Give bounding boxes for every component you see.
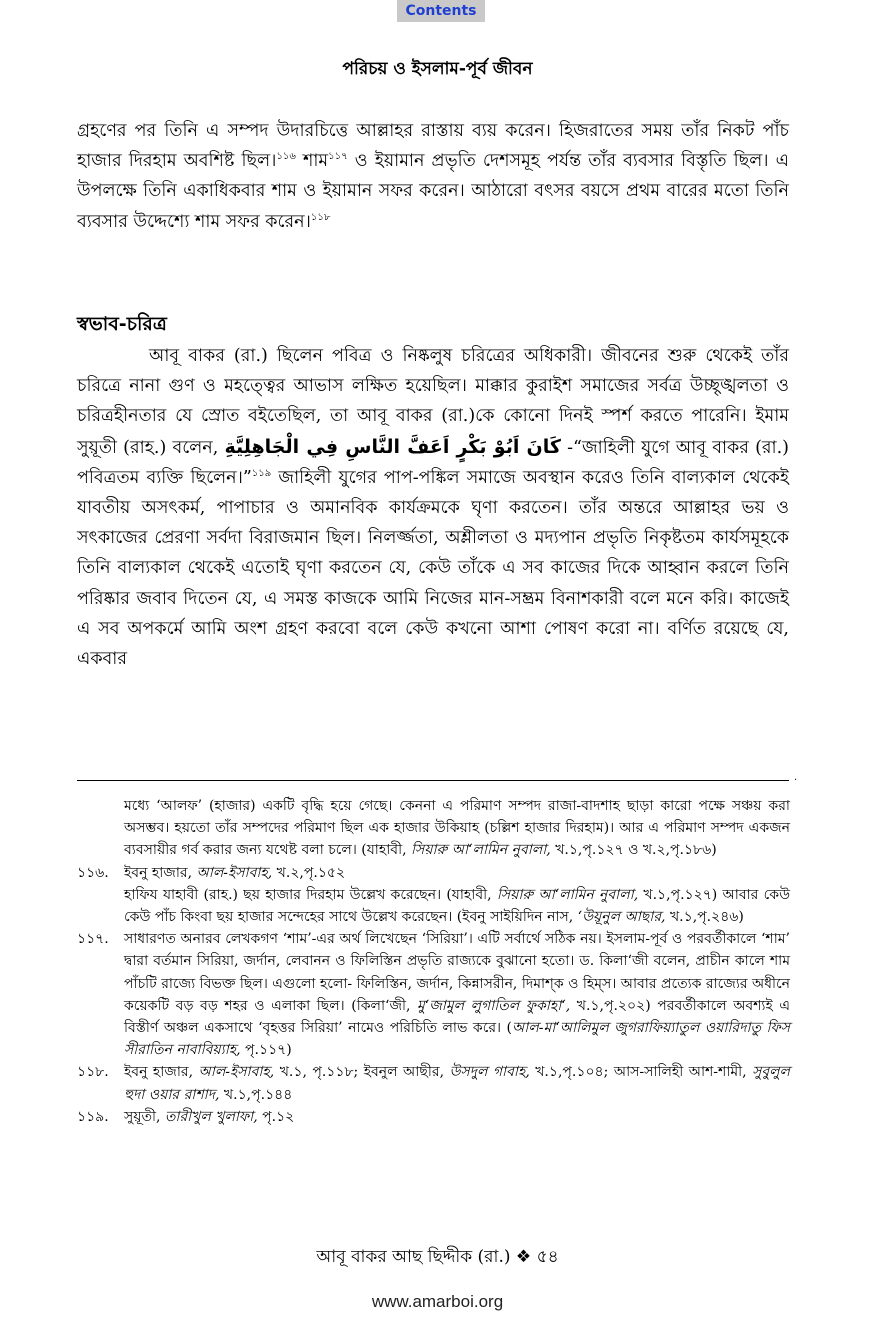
- footnote-body: [124, 862, 790, 929]
- fn116-italic-3: ‘উয়ূনুল আছার,: [577, 909, 666, 926]
- footnote-ref-116[interactable]: ১১৬: [276, 151, 296, 163]
- fn-cont-text-1: মধ্যে ‘আলফ’ (হাজার) একটি বৃদ্ধি হয়ে গেছে। কেননা এ পরিমাণ সম্পদ রাজা-বাদশাহ ছাড়া কারো পক্ষে সঞ্চয় করা অসম্ভব। হয়তো তাঁর সম্পদের পরিমাণ ছিল এক হাজার উকিয়াহ (চল্লিশ হাজার দিরহাম)। আর এ পরিমাণ সম্পদ একজন ব্যবসায়ীর গর্ব করার জন্য যথেষ্ট বলা চলে। (যাহাবী,: [124, 798, 790, 859]
- footnote-number: ১১৮.: [77, 1064, 109, 1081]
- fn-cont-text-2: খ.১,পৃ.১২৭ ও খ.২,পৃ.১৮৬): [550, 842, 717, 859]
- ornament-icon: ❖: [515, 1247, 532, 1267]
- divider-dot: ·: [794, 775, 798, 786]
- footnote-number: ১১৬.: [77, 864, 109, 881]
- footnote-number: ১১৯.: [77, 1108, 109, 1125]
- para2-text-3: জাহিলী যুগের পাপ-পঙ্কিল সমাজে অবস্থান করেও তিনি বাল্যকাল থেকেই যাবতীয় অসৎকর্ম, পাপাচার ও অমানবিক কার্যক্রমকে ঘৃণা করতেন। তাঁর অন্তরে আল্লাহর ভয় ও সৎকাজের প্রেরণা সর্বদা বিরাজমান ছিল। নিলর্জ্জতা, অশ্লীলতা ও মদ্যপান প্রভৃতি নিকৃষ্টতম কার্যসমূহকে তিনি বাল্যকাল থেকেই এতোই ঘৃণা করতেন যে, কেউ তাঁকে এ সব কাজের দিকে আহ্বান করলে তিনি পরিষ্কার জবাব দিতেন যে, এ সমস্ত কাজকে আমি নিজের মান-সম্ভ্রম বিনাশকারী বলে মনে করি। কাজেই এ সব অপকর্মে আমি অংশ গ্রহণ করবো বলে কেউ কখনো আশা পোষণ করো না। বর্ণিত রয়েছে যে, একবার: [77, 467, 789, 670]
- footnote-ref-119[interactable]: ১১৯: [251, 467, 272, 479]
- footnote-body: [124, 1106, 790, 1128]
- footnotes: [77, 795, 790, 1128]
- footnote-body: [124, 928, 790, 1061]
- fn118-text-1: ইবনু হাজার,: [124, 1064, 199, 1081]
- book-title: আবূ বাকর আছ ছিদ্দীক (রা.): [316, 1247, 511, 1267]
- running-title: পরিচয় ও ইসলাম-পূর্ব জীবন: [342, 59, 533, 79]
- fn117-text-3: পৃ.১১৭): [240, 1042, 292, 1059]
- para1-text-1: গ্রহণের পর তিনি এ সম্পদ উদারচিত্তে আল্লাহর রাস্তায় ব্যয় করেন। হিজরাতের সময় তাঁর নিকট পাঁচ হাজার দিরহাম অবশিষ্ট ছিল।: [77, 121, 789, 172]
- paragraph-1: [77, 116, 789, 237]
- fn118-italic-3: সুবুলুল হুদা ওয়ার রাশাদ,: [124, 1064, 790, 1103]
- fn119-italic-1: তারীখুল খুলাফা,: [164, 1108, 258, 1125]
- footnote-body: [124, 1061, 790, 1105]
- footnote-119: [77, 1106, 790, 1128]
- fn116-italic-1: আল-ইসাবাহ,: [196, 864, 273, 881]
- fn116-italic-2: সিয়ারু আ‘লামিন নুবালা,: [496, 886, 639, 903]
- paragraph-2: [77, 341, 789, 674]
- footnote-number: ১১৭.: [77, 931, 109, 948]
- para1-text-3: ও ইয়ামান প্রভৃতি দেশসমূহ পর্যন্ত তাঁর ব্যবসার বিস্তৃতি ছিল। এ উপলক্ষে তিনি একাধিকবার শাম ও ইয়ামান সফর করেন। আঠারো বৎসর বয়সে প্রথম বারের মতো তিনি ব্যবসার উদ্দেশ্যে শাম সফর করেন।: [77, 151, 789, 232]
- contents-button[interactable]: Contents: [397, 0, 485, 22]
- footnote-117: [77, 928, 790, 1061]
- fn117-italic-2: আল-মা‘আলিমুল জুগরাফিয়্যাতুল ওয়ারিদাতু ফিস সীরাতিন নাবাবিয়্যাহ,: [124, 1020, 791, 1059]
- footnote-continuation: [77, 795, 790, 862]
- fn117-text-2: খ.১,পৃ.২০২) পরবর্তীকালে অবশ্যই এ বিস্তীর্ণ অঞ্চল একসাথে ‘বৃহত্তর সিরিয়া’ নামেও পরিচিতি লাভ করে। (: [124, 997, 790, 1037]
- footnote-ref-118[interactable]: ১১৮: [310, 211, 331, 223]
- fn119-text-1: সুয়ূতী,: [124, 1108, 165, 1125]
- arabic-quote: كَانَ اَبُوْ بَكْرٍ اَعَفَّ النَّاسِ فِي الْجَاهِلِيَّةِ: [224, 435, 561, 458]
- fn116-text-1: ইবনু হাজার,: [124, 864, 197, 881]
- page-footer: [0, 1244, 875, 1272]
- footnote-divider: [77, 780, 789, 781]
- fn118-italic-2: উসদুল গাবাহ,: [449, 1064, 530, 1081]
- footnote-118: [77, 1061, 790, 1105]
- fn116-text-4: খ.১,পৃ.১২৭) আবার কেউ কেউ পাঁচ কিংবা ছয় হাজার সন্দেহের সাথে উল্লেখ করেছেন। (ইবনু সাইয়িদিন নাস,: [124, 886, 790, 926]
- fn118-italic-1: আল-ইসাবাহ,: [198, 1064, 275, 1081]
- para1-text-2: শাম: [295, 151, 329, 172]
- fn118-text-2: খ.১, পৃ.১১৮; ইবনুল আছীর,: [274, 1064, 450, 1081]
- para2-text-1: আবূ বাকর (রা.) ছিলেন পবিত্র ও নিষ্কলুষ চরিত্রের অধিকারী। জীবনের শুরু থেকেই তাঁর চরিত্রে নানা গুণ ও মহত্ত্বের আভাস লক্ষিত হয়েছিল। মাক্কার কুরাইশ সমাজের সর্বত্র উচ্ছৃঙ্খলতা ও চরিত্রহীনতার যে স্রোত বইতেছিল, তা আবূ বাকর (রা.)কে কোনো দিনই স্পর্শ করতে পারেনি। ইমাম সুয়ূতী (রাহ.) বলেন,: [77, 346, 789, 458]
- fn118-text-3: খ.১,পৃ.১০৪; আস-সালিহী আশ-শামী,: [529, 1064, 753, 1081]
- fn116-text-3: হাফিয যাহাবী (রাহ.) ছয় হাজার দিরহাম উল্লেখ করেছেন। (যাহাবী,: [124, 886, 497, 903]
- fn-cont-italic-1: সিয়ারু আ‘লামিন নুবালা,: [410, 842, 551, 859]
- footnote-ref-117[interactable]: ১১৭: [328, 151, 348, 163]
- para2-text-2: -“জাহিলী যুগে আবূ বাকর (রা.) পবিত্রতম ব্যক্তি ছিলেন।”: [77, 437, 789, 488]
- section-heading: স্বভাব-চরিত্র: [77, 313, 167, 335]
- fn117-italic-1: মু‘জামুল লুগাতিল ফুকাহা‘,: [417, 997, 571, 1014]
- fn116-text-5: খ.১,পৃ.২৪৬): [665, 909, 744, 926]
- fn119-text-2: পৃ.১২: [257, 1108, 295, 1125]
- site-url: www.amarboi.org: [371, 1292, 504, 1311]
- fn116-text-2: খ.২,পৃ.১৫২: [272, 864, 346, 881]
- page-number: ৫৪: [536, 1247, 559, 1267]
- fn117-text-1: সাধারণত অনারব লেখকগণ ‘শাম’-এর অর্থ লিখেছেন ‘সিরিয়া’। এটি সর্বার্থে সঠিক নয়। ইসলাম-পূর্ব ও পরবর্তীকালে ‘শাম’ দ্বারা বর্তমান সিরিয়া, জর্দান, লেবানন ও ফিলিস্তিন প্রভৃতি রাজ্যকে বুঝানো হতো। ড. কিলা‘জী বলেন, প্রাচীন কালে শাম পাঁচটি রাজ্যে বিভক্ত ছিল। এগুলো হলো- ফিলিস্তিন, জর্দান, কিন্নাসরীন, দিমাশ্‌ক ও হিম্‌স। আবার প্রত্যেক রাজ্যের অধীনে কয়েকটি বড় বড় শহর ও এলাকা ছিল। (কিলা‘জী,: [124, 931, 790, 1014]
- footnote-116: [77, 862, 790, 929]
- fn118-text-4: খ.১,পৃ.১৪৪: [219, 1086, 293, 1103]
